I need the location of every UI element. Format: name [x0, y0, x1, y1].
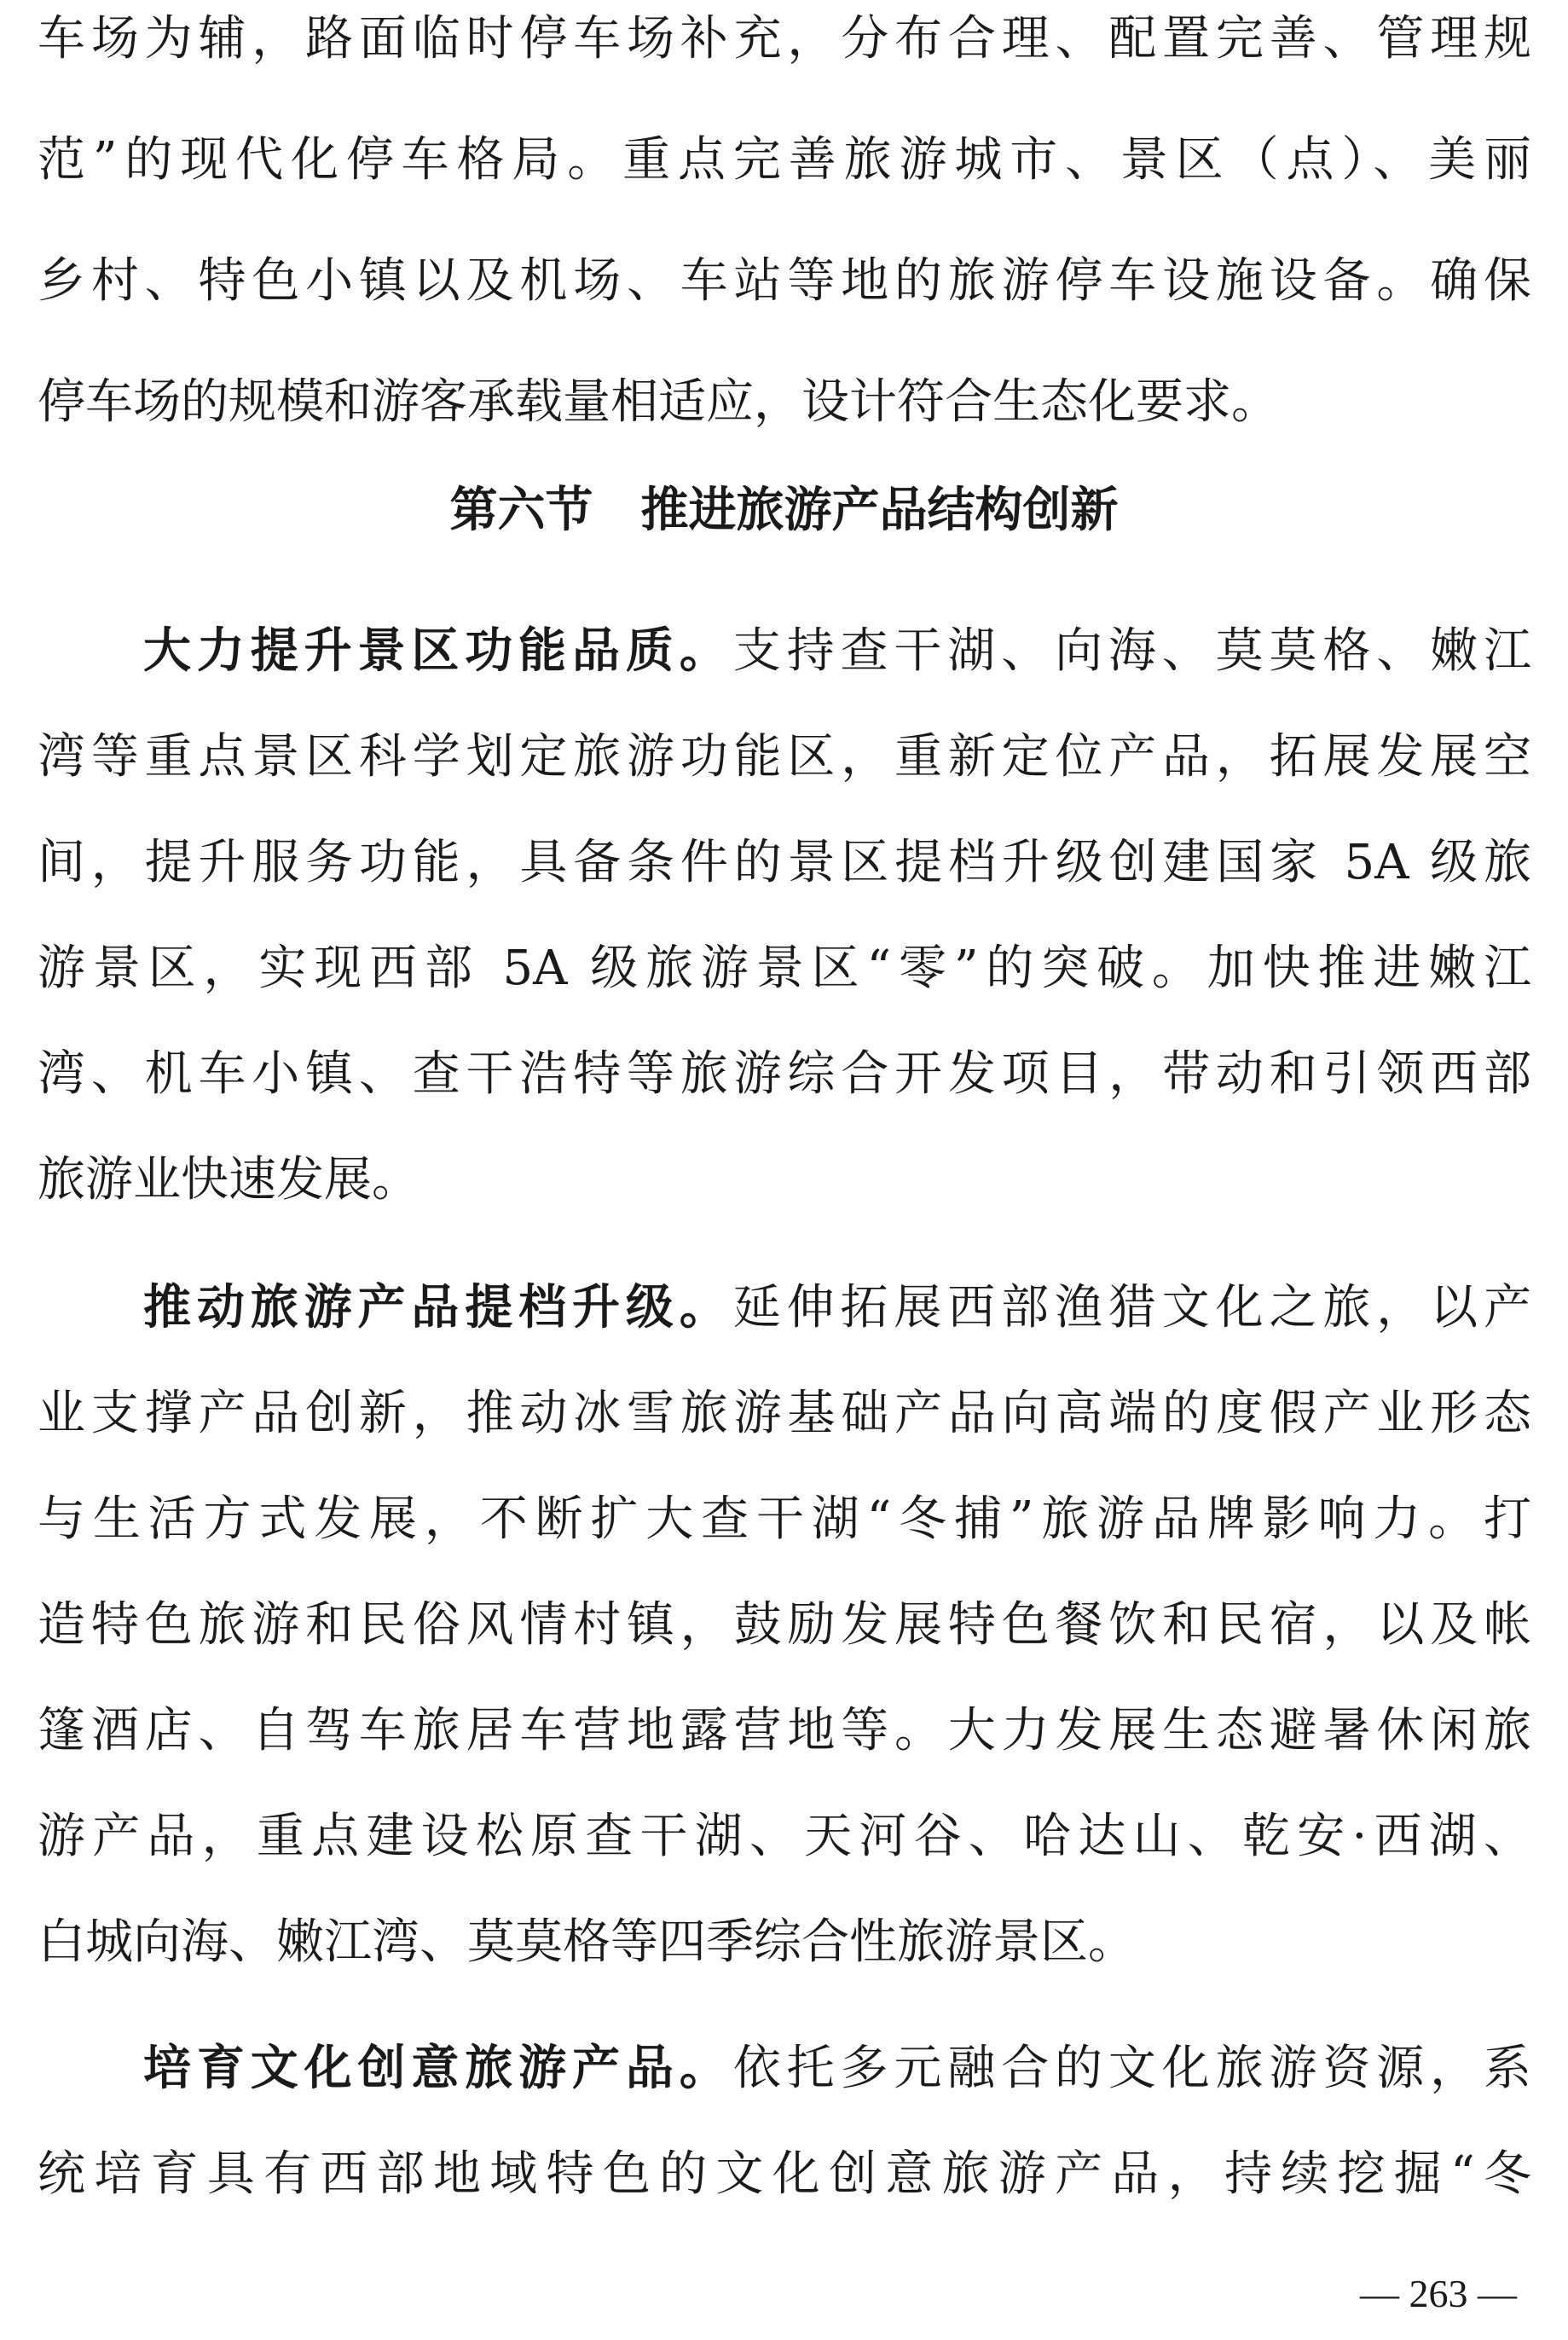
paragraph-lead: 大力提升景区功能品质。 — [143, 623, 733, 679]
paragraph-text: 依托多元融合的文化旅游资源，系 — [732, 2041, 1531, 2096]
paragraph-text: 支持查干湖、向海、莫莫格、嫩江 — [732, 623, 1531, 679]
text-line: 游产品，重点建设松原查干湖、天河谷、哈达山、乾安·西湖、 — [38, 1809, 1531, 1864]
text-line: 车场为辅，路面临时停车场补充，分布合理、配置完善、管理规 — [38, 11, 1531, 67]
text-line: 间，提升服务功能，具备条件的景区提档升级创建国家 5A 级旅 — [38, 835, 1531, 890]
paragraph-lead: 培育文化创意旅游产品。 — [143, 2041, 733, 2096]
text-line: 业支撑产品创新，推动冰雪旅游基础产品向高端的度假产业形态 — [38, 1386, 1531, 1441]
text-line: 湾等重点景区科学划定旅游功能区，重新定位产品，拓展发展空 — [38, 729, 1531, 785]
section-heading: 第六节 推进旅游产品结构创新 — [449, 482, 1119, 538]
text-line: 湾、机车小镇、查干浩特等旅游综合开发项目，带动和引领西部 — [38, 1046, 1531, 1102]
text-line: 造特色旅游和民俗风情村镇，鼓励发展特色餐饮和民宿，以及帐 — [38, 1597, 1531, 1653]
text-line: 游景区，实现西部 5A 级旅游景区“零”的突破。加快推进嫩江 — [38, 941, 1531, 996]
paragraph-lead: 推动旅游产品提档升级。 — [143, 1280, 733, 1335]
text-line: 与生活方式发展，不断扩大查干湖“冬捕”旅游品牌影响力。打 — [38, 1491, 1531, 1547]
page-number: — 263 — — [1360, 2272, 1517, 2315]
text-line: 范”的现代化停车格局。重点完善旅游城市、景区（点）、美丽 — [38, 132, 1531, 188]
paragraph-first-line — [143, 2035, 1531, 2103]
paragraph-first-line — [143, 1274, 1531, 1342]
text-line: 停车场的规模和游客承载量相适应，设计符合生态化要求。 — [38, 374, 1279, 430]
paragraph-text: 延伸拓展西部渔猎文化之旅，以产 — [732, 1280, 1531, 1335]
text-line: 乡村、特色小镇以及机场、车站等地的旅游停车设施设备。确保 — [38, 253, 1531, 309]
text-line: 旅游业快速发展。 — [38, 1152, 419, 1208]
paragraph-first-line — [143, 617, 1531, 686]
text-line: 白城向海、嫩江湾、莫莫格等四季综合性旅游景区。 — [38, 1914, 1136, 1970]
text-line: 统培育具有西部地域特色的文化创意旅游产品，持续挖掘“冬 — [38, 2146, 1531, 2202]
text-line: 篷酒店、自驾车旅居车营地露营地等。大力发展生态避暑休闲旅 — [38, 1703, 1531, 1758]
